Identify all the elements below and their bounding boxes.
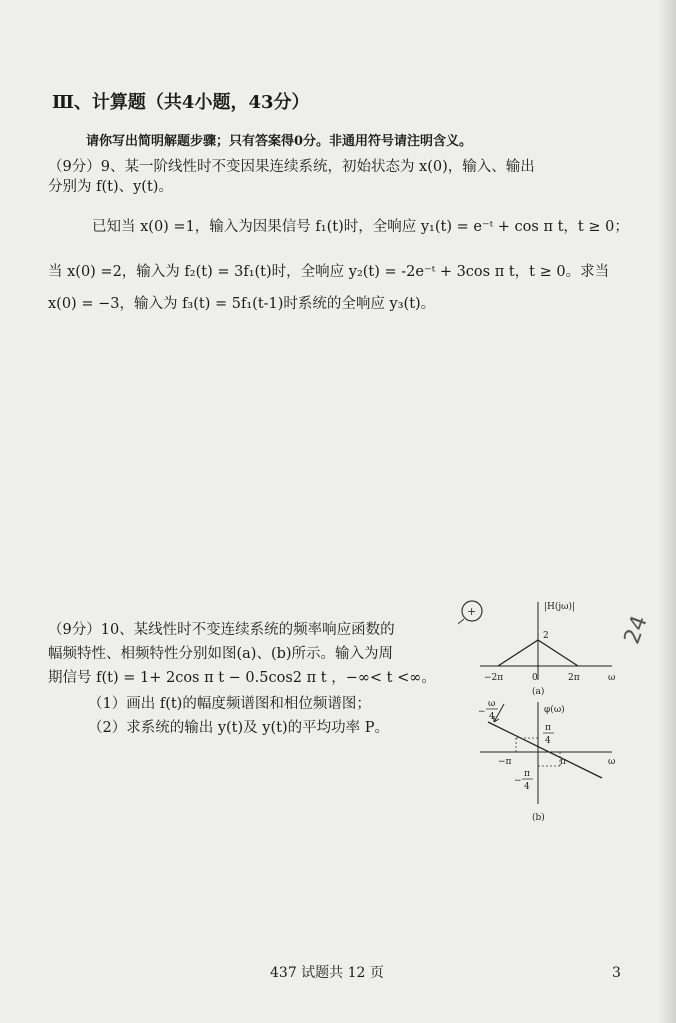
section-title: Ⅲ、计算题（共4小题，43分）	[52, 92, 310, 113]
fig-a-tick-pos: 2π	[568, 673, 580, 683]
fig-b-xlabel: ω	[608, 757, 616, 767]
q9-line-1: （9分）9、某一阶线性时不变因果连续系统，初始状态为 x(0)，输入、输出	[48, 159, 535, 175]
page-number: 3	[612, 965, 621, 981]
fig-b-neg-den: 4	[524, 782, 530, 792]
q10-line-1: （9分）10、某线性时不变连续系统的频率响应函数的	[48, 622, 395, 638]
fig-b-pos-den: 4	[545, 736, 551, 746]
fig-b-ylabel: φ(ω)	[544, 705, 565, 715]
page-edge-shadow	[658, 0, 676, 1023]
q10-line-5: （2）求系统的输出 y(t)及 y(t)的平均功率 P。	[88, 720, 389, 736]
fig-b-dash-pos	[538, 752, 560, 766]
circle-mark-text: +	[467, 605, 477, 618]
fig-b-slope-den: 4	[489, 712, 495, 722]
fig-a-caption: (a)	[532, 687, 545, 697]
fig-b-tick-pos: π	[560, 757, 566, 767]
fig-b-neg-num: π	[524, 769, 530, 779]
fig-b-pos-num: π	[545, 723, 551, 733]
margin-mark-annotation	[618, 606, 658, 656]
fig-a-ylabel: |H(jω)|	[544, 602, 576, 612]
q9-line-3: 已知当 x(0) =1，输入为因果信号 f₁(t)时，全响应 y₁(t) = e⁻ᵗ + cos π t，t ≥ 0；	[92, 219, 629, 235]
fig-b-slope-sign: −	[478, 707, 486, 717]
figure-b-phase-plot	[474, 692, 620, 832]
instructions: 请你写出简明解题步骤；只有答案得0分。非通用符号请注明含义。	[86, 134, 473, 149]
q9-line-4: 当 x(0) =2，输入为 f₂(t) = 3f₁(t)时，全响应 y₂(t) = -2e⁻ᵗ + 3cos π t，t ≥ 0。求当	[48, 264, 610, 280]
q10-line-3: 期信号 f(t) = 1+ 2cos π t − 0.5cos2 π t ，−∞< t <∞。	[48, 670, 436, 686]
fig-b-caption: (b)	[532, 813, 545, 823]
fig-b-slope-num: ω	[488, 699, 496, 709]
fig-a-tick-zero: 0	[532, 673, 538, 683]
page-footer: 437 试题共 12 页	[270, 965, 384, 981]
q10-line-2: 幅频特性、相频特性分别如图(a)、(b)所示。输入为周	[48, 646, 394, 662]
fig-b-neg-sign: −	[514, 776, 522, 786]
fig-a-tick-neg: −2π	[484, 673, 504, 683]
fig-a-peak-label: 2	[543, 631, 549, 641]
q9-line-2: 分别为 f(t)、y(t)。	[48, 179, 173, 195]
q9-line-5: x(0) = −3，输入为 f₃(t) = 5f₁(t-1)时系统的全响应 y₃(t)。	[48, 296, 436, 312]
q10-line-4: （1）画出 f(t)的幅度频谱图和相位频谱图；	[88, 696, 371, 712]
fig-b-tick-neg: −π	[498, 757, 512, 767]
margin-mark-text: 24	[619, 612, 653, 648]
figure-a-magnitude-plot	[474, 596, 620, 700]
fig-a-xlabel: ω	[608, 673, 616, 683]
